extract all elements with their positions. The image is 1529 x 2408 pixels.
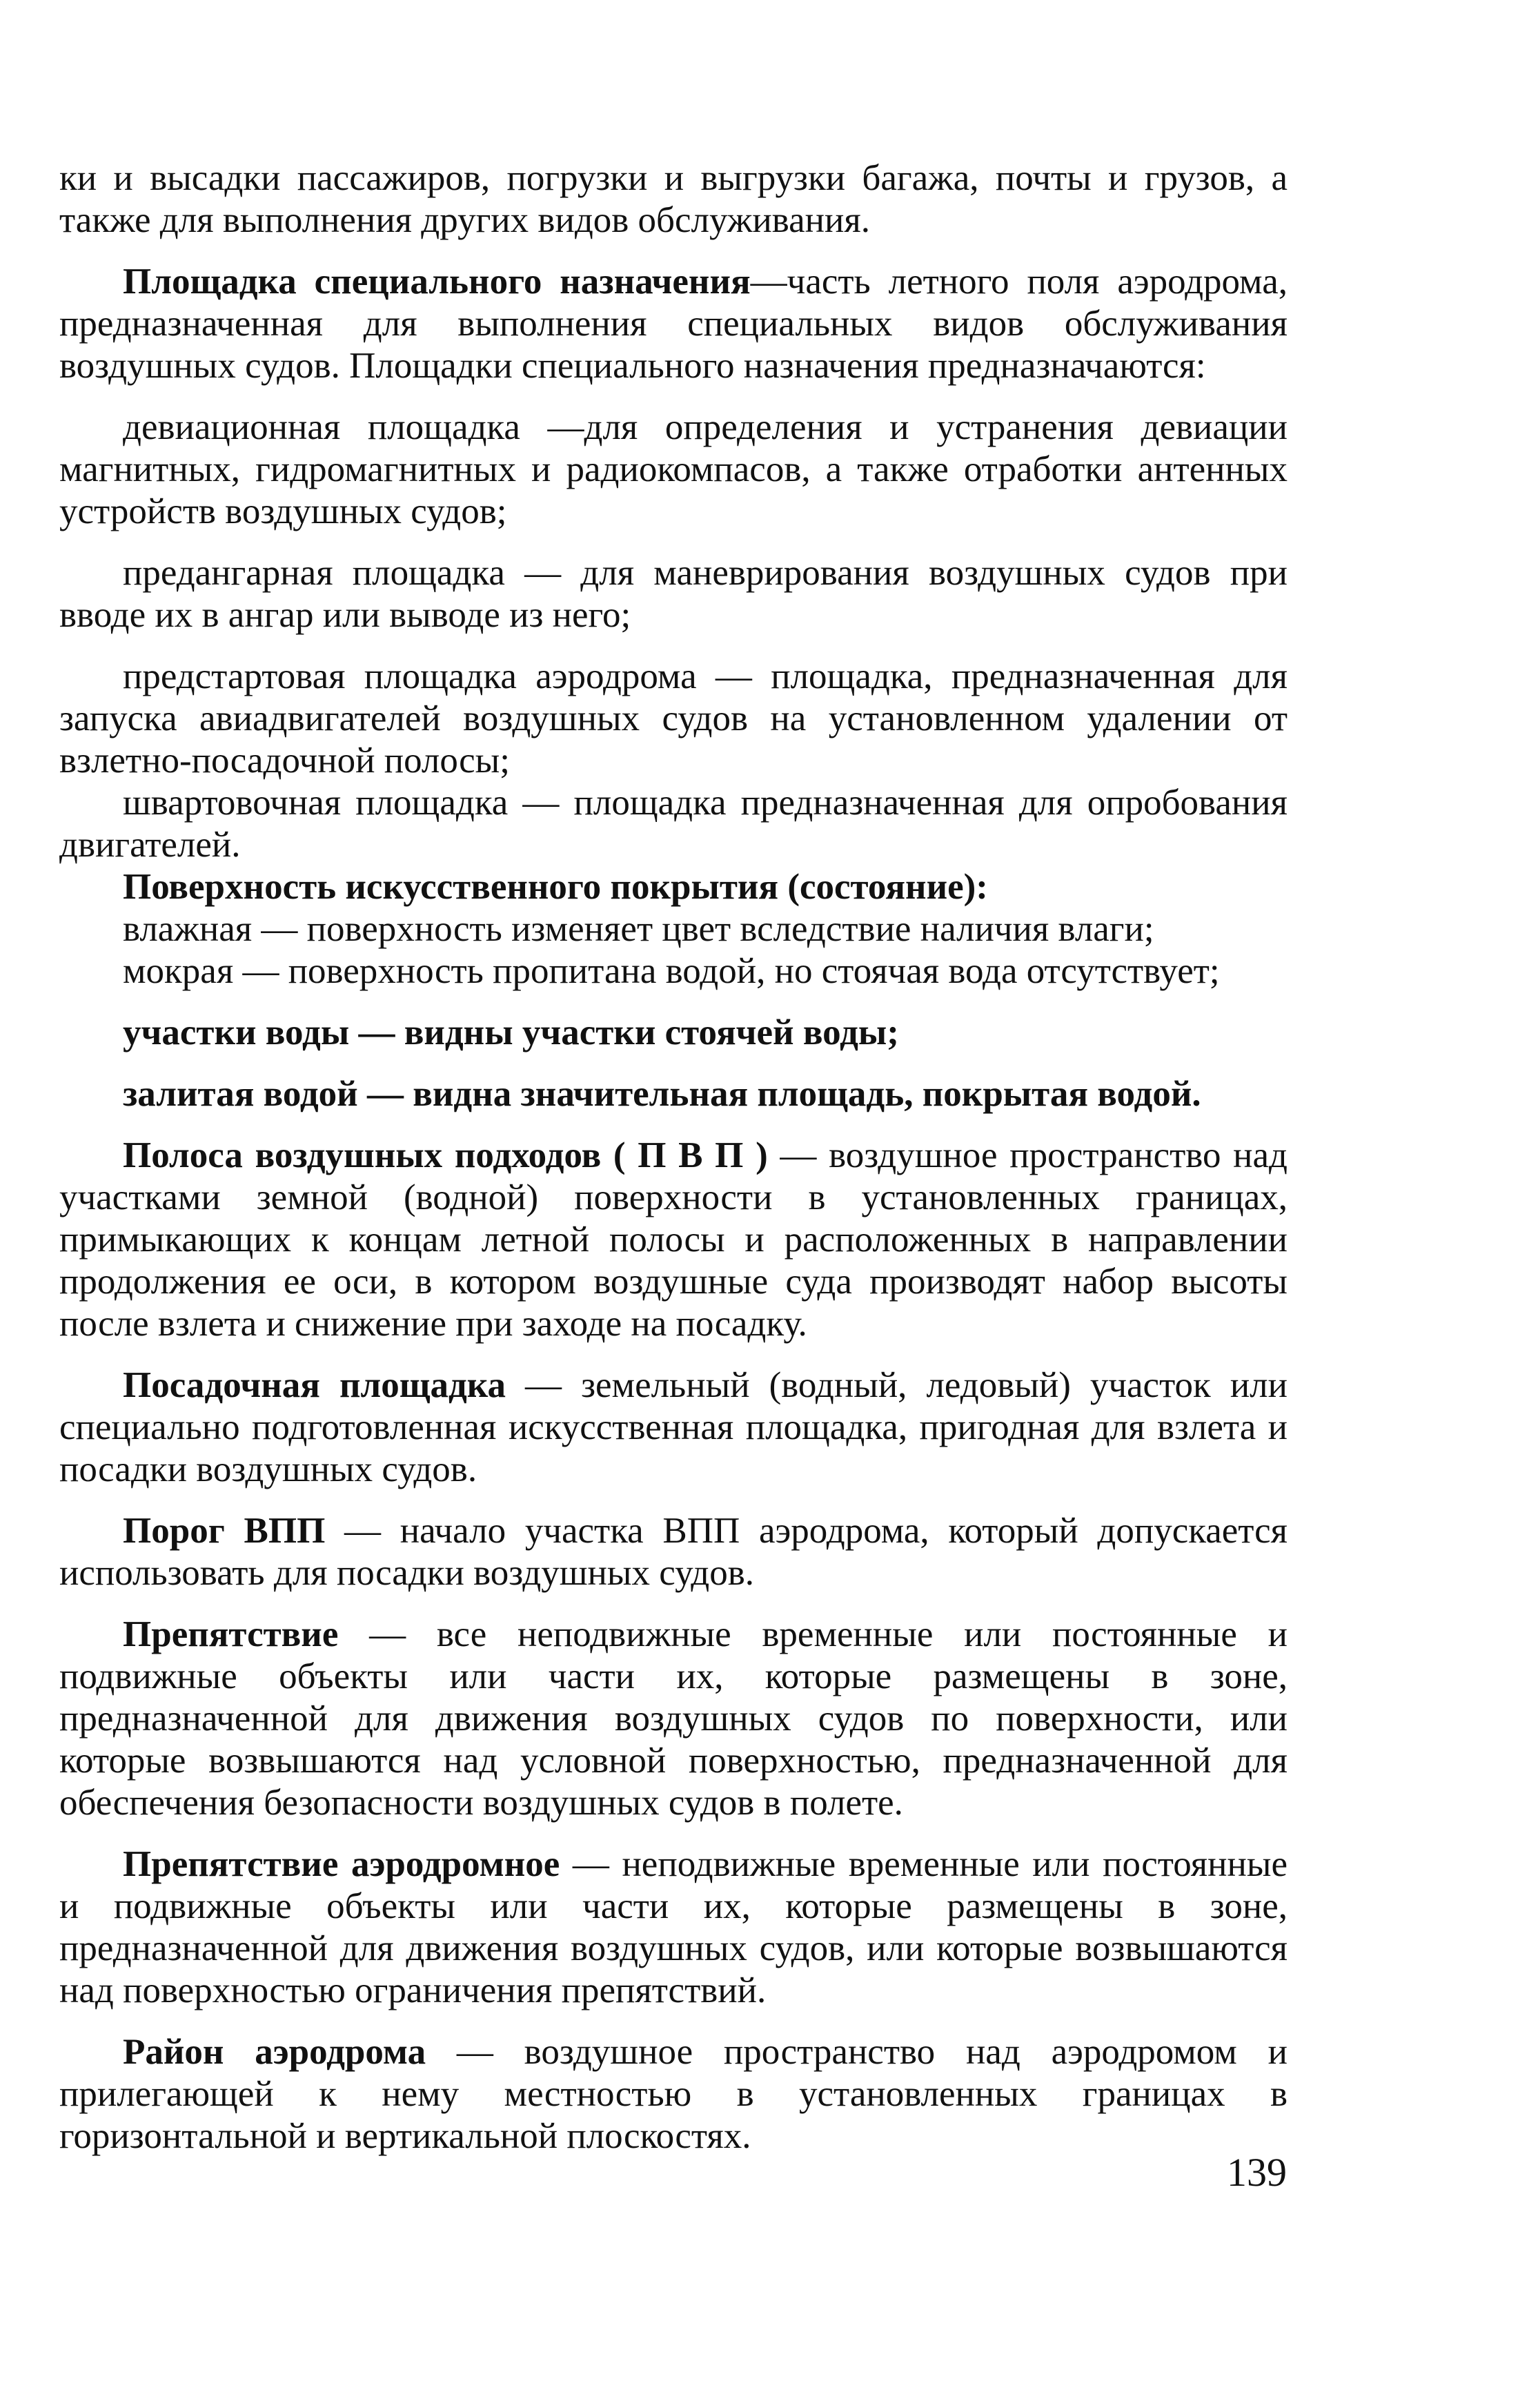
definition-text: — воздушное пространство над аэродромом и прилегающей к нему местностью в установленных границах в горизонтальной и вертикальной плоскостях. xyxy=(59,2032,1288,2156)
definition-landing-area xyxy=(59,1364,1288,1491)
surface-state-wet: мокрая — поверхность пропитана водой, но стоячая вода отсутствует; xyxy=(123,951,1220,991)
definition-runway-threshold xyxy=(59,1510,1288,1594)
term-special-area: Площадка специального назначения xyxy=(123,262,751,302)
definition-surface-heading xyxy=(59,866,1288,908)
definition-special-area xyxy=(59,261,1288,387)
definition-text: — начало участка ВПП аэродрома, который допускается использовать для посадки воздушных судов. xyxy=(59,1511,1288,1593)
term-obstacle: Препятствие xyxy=(123,1614,339,1654)
list-item-mooring-area: швартовочная площадка — площадка предназначенная для опробования двигателей. xyxy=(59,783,1288,865)
definition-aerodrome-area xyxy=(59,2031,1288,2157)
definition-text: — все неподвижные временные или постоянные и подвижные объекты или части их, которые размещены в зоне, предназначенной для движения воздушных судов по поверхности, или которые возвышаются над условной поверхностью, предназначенной для обеспечения безопасности воздушных судов в полете. xyxy=(59,1614,1288,1823)
surface-state-damp: влажная — поверхность изменяет цвет вследствие наличия влаги; xyxy=(123,909,1154,949)
definition-text: —часть летного поля аэродрома, предназначенная для выполнения специальных видов обслуживания воздушных судов. Площадки специального назначения предназначаются: xyxy=(59,262,1288,386)
term-aerodrome-area: Район аэродрома xyxy=(123,2032,426,2072)
surface-state-flooded: залитая водой — видна значительная площадь, покрытая водой. xyxy=(123,1074,1201,1114)
list-item-prestart-area: предстартовая площадка аэродрома — площадка, предназначенная для запуска авиадвигателей воздушных судов на установленном удалении от взлетно-посадочной полосы; xyxy=(59,656,1288,781)
definition-text: — воздушное пространство над участками земной (водной) поверхности в установленных границах, примыкающих к концам летной полосы и расположенных в направлении продолжения ее оси, в котором воздушные суда производят набор высоты после взлета и снижение при заходе на посадку. xyxy=(59,1135,1288,1344)
definition-obstacle xyxy=(59,1614,1288,1824)
term-landing-area: Посадочная площадка xyxy=(123,1365,506,1405)
term-aerodrome-obstacle: Препятствие аэродромное xyxy=(123,1844,560,1884)
definition-text: — земельный (водный, ледовый) участок или специально подготовленная искусственная площадка, пригодная для взлета и посадки воздушных судов. xyxy=(59,1365,1288,1489)
paragraph-continuation: ки и высадки пассажиров, погрузки и выгрузки багажа, почты и грузов, а также для выполнения других видов обслуживания. xyxy=(59,158,1288,240)
list-item-prehangar-area: предангарная площадка — для маневрирования воздушных судов при вводе их в ангар или выводе из него; xyxy=(59,553,1288,635)
surface-state-water-patches: участки воды — видны участки стоячей воды; xyxy=(123,1012,899,1053)
term-runway-threshold: Порог ВПП xyxy=(123,1511,326,1551)
document-body xyxy=(59,157,1288,2157)
page-number: 139 xyxy=(1227,2150,1287,2195)
term-approach-zone: Полоса воздушных подходов ( П В П ) xyxy=(123,1135,768,1175)
document-page xyxy=(59,157,1288,2297)
definition-aerodrome-obstacle xyxy=(59,1843,1288,2012)
list-item-deviation-area: девиационная площадка —для определения и устранения девиации магнитных, гидромагнитных и радиокомпасов, а также отработки антенных устройств воздушных судов; xyxy=(59,407,1288,531)
definition-approach-zone xyxy=(59,1135,1288,1345)
definition-text: — неподвижные временные или постоянные и подвижные объекты или части их, которые размещены в зоне, предназначенной для движения воздушных судов, или которые возвышаются над поверхностью ограничения препятствий. xyxy=(59,1844,1288,2010)
term-surface: Поверхность искусственного покрытия (состояние): xyxy=(123,867,988,907)
